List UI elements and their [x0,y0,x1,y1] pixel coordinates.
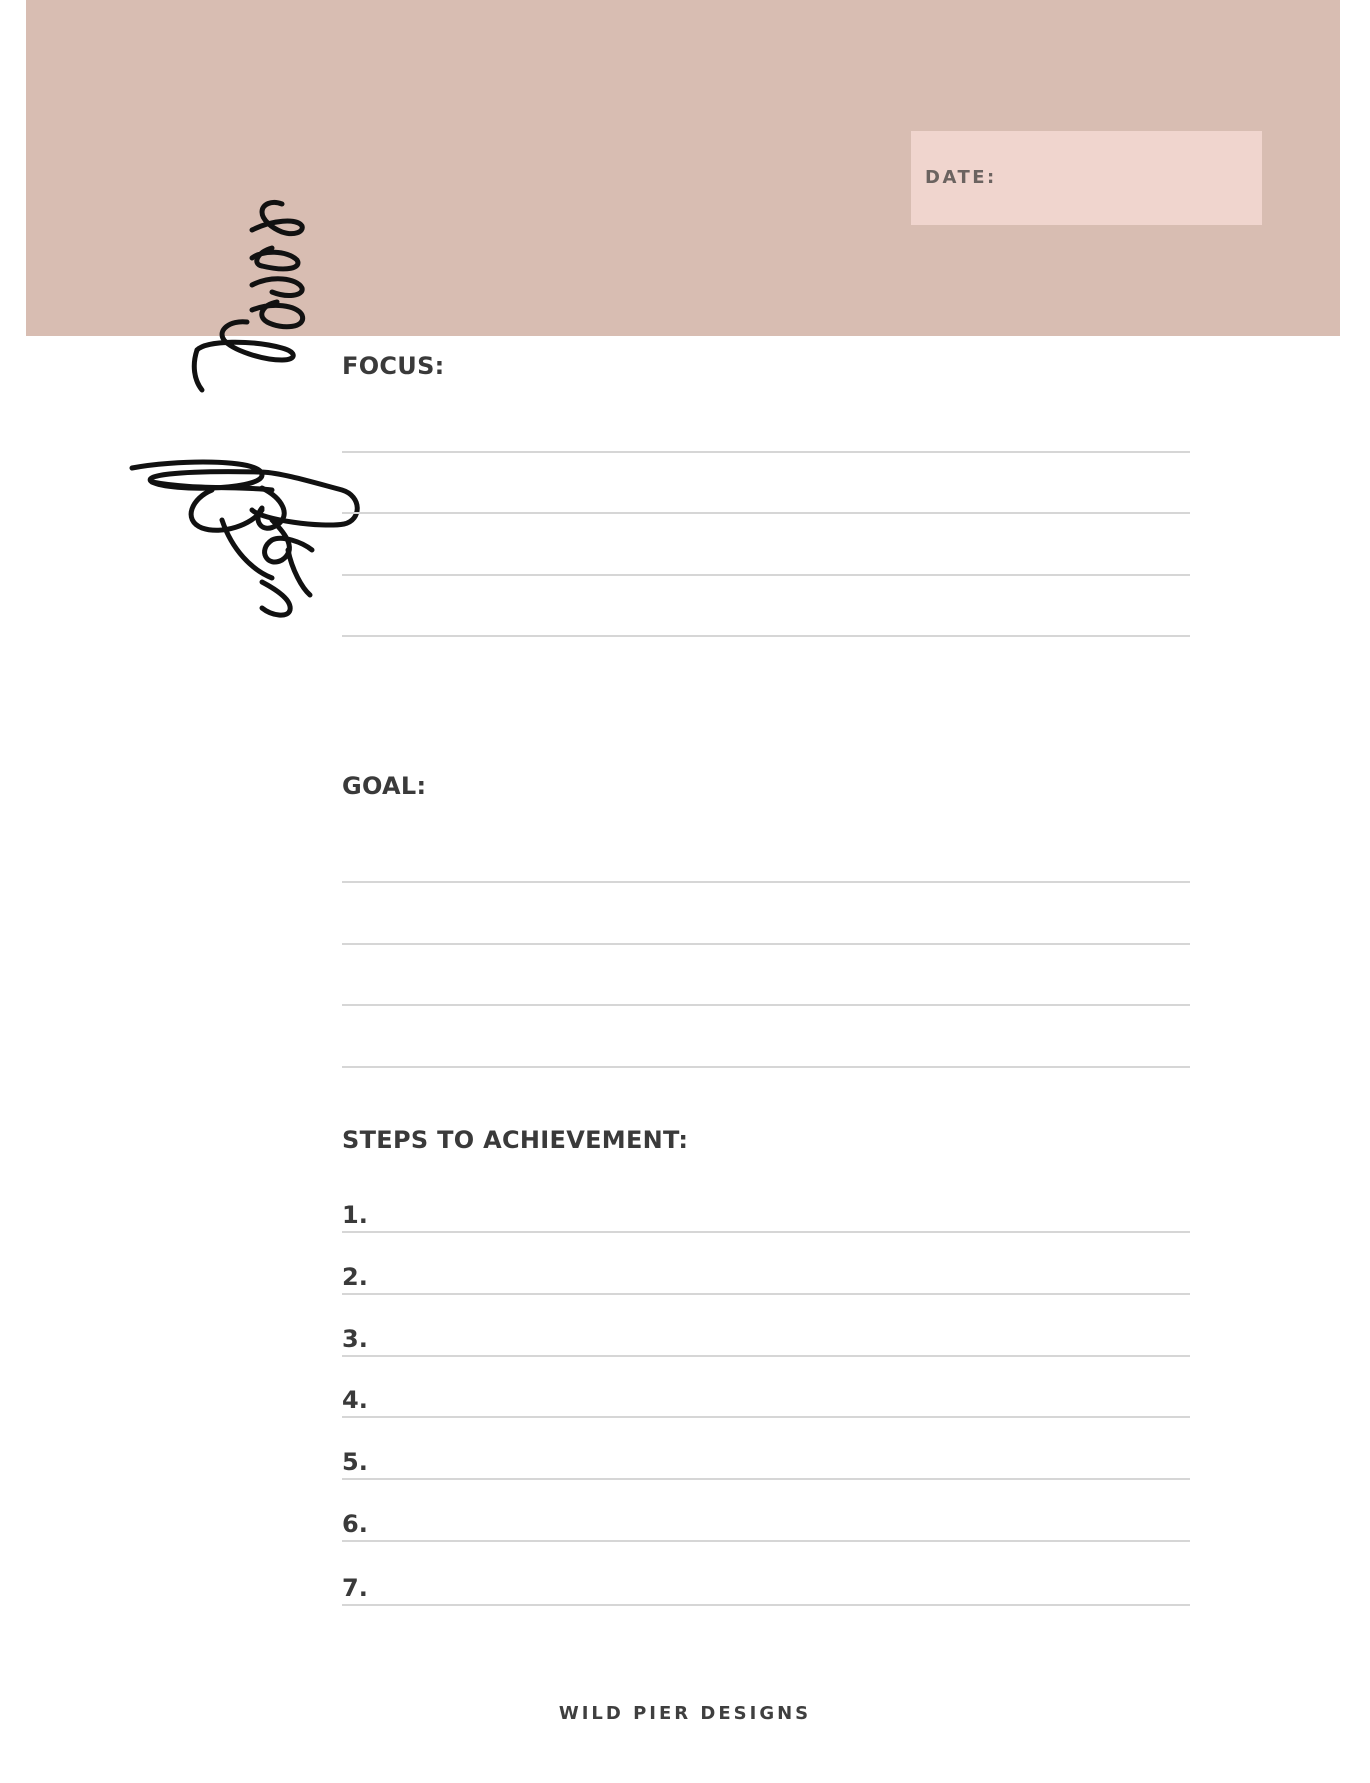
step-number: 4. [342,1386,368,1414]
step-row[interactable] [342,1502,1190,1542]
step-number: 7. [342,1574,368,1602]
step-line [342,1604,1190,1606]
step-number: 3. [342,1325,368,1353]
focus-line-1[interactable] [342,451,1190,453]
step-line [342,1540,1190,1542]
step-line [342,1478,1190,1480]
step-line [342,1416,1190,1418]
step-row[interactable] [342,1378,1190,1418]
step-line [342,1355,1190,1357]
step-row[interactable] [342,1193,1190,1233]
step-number: 2. [342,1263,368,1291]
focus-line-3[interactable] [342,574,1190,576]
goal-line-3[interactable] [342,1004,1190,1006]
goal-line-1[interactable] [342,881,1190,883]
goal-label: GOAL: [342,772,427,800]
goal-line-2[interactable] [342,943,1190,945]
footer-brand: WILD PIER DESIGNS [558,1703,812,1724]
step-number: 5. [342,1448,368,1476]
step-number: 1. [342,1201,368,1229]
step-row[interactable] [342,1566,1190,1606]
step-row[interactable] [342,1440,1190,1480]
goal-line-4[interactable] [342,1066,1190,1068]
focus-line-4[interactable] [342,635,1190,637]
step-number: 6. [342,1510,368,1538]
date-label: DATE: [925,167,997,188]
goal-focus-script-title [112,190,372,620]
steps-label: STEPS TO ACHIEVEMENT: [342,1126,689,1154]
date-field[interactable] [911,131,1262,225]
step-row[interactable] [342,1317,1190,1357]
step-row[interactable] [342,1255,1190,1295]
focus-line-2[interactable] [342,512,1190,514]
step-line [342,1231,1190,1233]
focus-label: FOCUS: [342,352,445,380]
step-line [342,1293,1190,1295]
